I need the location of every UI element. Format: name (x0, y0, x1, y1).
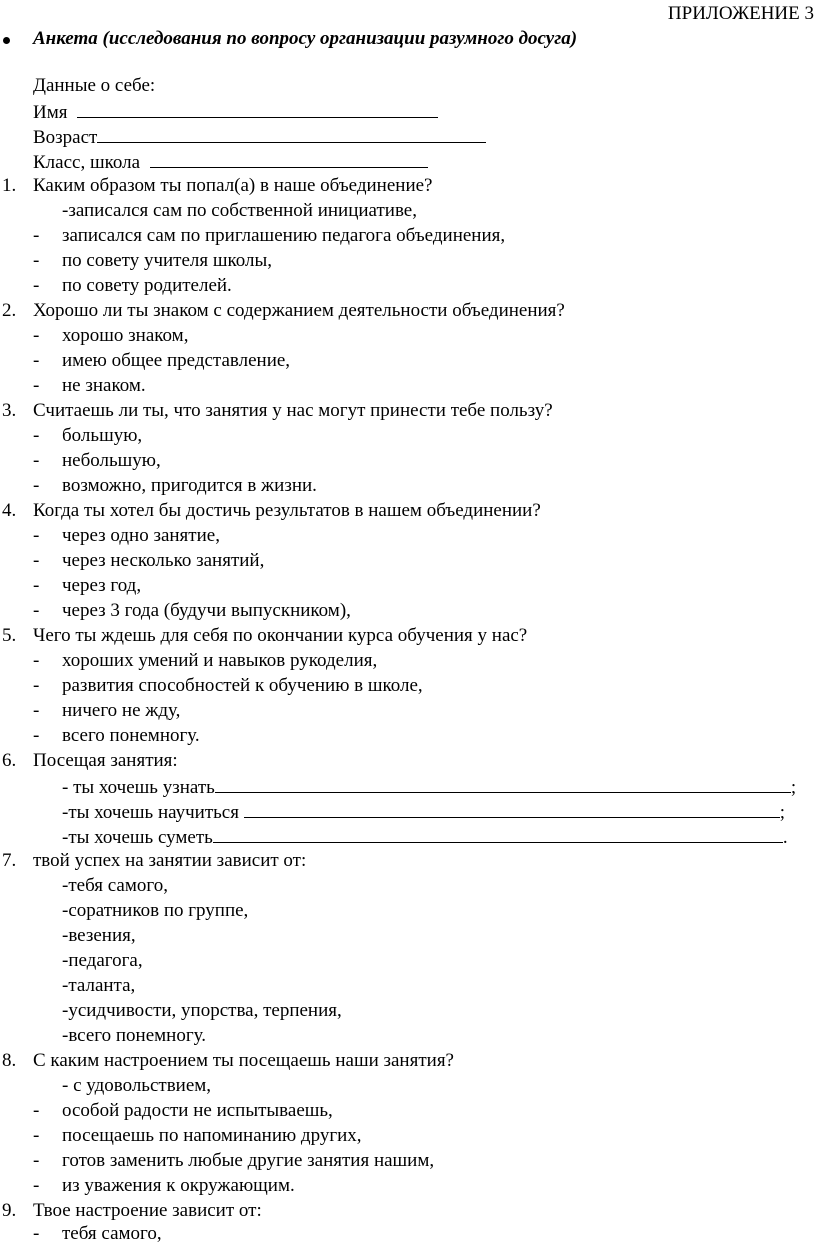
question-1 (0, 174, 800, 198)
option-text: посещаешь по напоминанию других, (62, 1125, 362, 1146)
dash-marker: - (33, 700, 40, 721)
dash-marker: - (33, 600, 40, 621)
question-4 (0, 499, 800, 523)
class-row (33, 149, 428, 173)
dash-marker: - (33, 1175, 40, 1196)
option-text: не знаком. (62, 375, 146, 396)
dash-marker: - (33, 425, 40, 446)
option-line (0, 949, 800, 973)
option-line (0, 349, 800, 373)
dash-marker: - (33, 250, 40, 271)
option-text: -везения, (62, 925, 136, 946)
dash-marker: - (33, 725, 40, 746)
option-line (0, 924, 800, 948)
question-number: 6. (2, 750, 17, 771)
option-text: -всего понемногу. (62, 1025, 206, 1046)
option-line (0, 1124, 800, 1148)
question-number: 3. (2, 400, 17, 421)
name-label: Имя (33, 102, 68, 123)
option-line (0, 1024, 800, 1048)
age-label: Возраст (33, 127, 98, 148)
option-text: тебя самого, (62, 1223, 162, 1244)
option-text: из уважения к окружающим. (62, 1175, 295, 1196)
fill-in-prompt: -ты хочешь суметь (62, 827, 213, 848)
option-text: -усидчивости, упорства, терпения, (62, 1000, 342, 1021)
question-text: Чего ты ждешь для себя по окончании курса обучения у нас? (33, 625, 528, 646)
bullet-icon (3, 37, 10, 44)
option-line (0, 524, 800, 548)
option-text: имею общее представление, (62, 350, 291, 371)
option-text: всего понемногу. (62, 725, 200, 746)
dash-marker: - (33, 1100, 40, 1121)
option-text: хороших умений и навыков рукоделия, (62, 650, 378, 671)
option-line (0, 249, 800, 273)
option-line (0, 474, 800, 498)
option-text: -педагога, (62, 950, 143, 971)
option-text: ничего не жду, (62, 700, 181, 721)
question-6 (0, 749, 800, 773)
option-line (0, 374, 800, 398)
option-line (0, 649, 800, 673)
question-5 (0, 624, 800, 648)
dash-marker: - (33, 575, 40, 596)
dash-marker: - (33, 675, 40, 696)
option-text: -тебя самого, (62, 875, 168, 896)
option-text: записался сам по приглашению педагога объединения, (62, 225, 506, 246)
dash-marker: - (33, 275, 40, 296)
dash-marker: - (33, 325, 40, 346)
dash-marker: - (33, 450, 40, 471)
option-line (0, 599, 800, 623)
option-text: через 3 года (будучи выпускником), (62, 600, 351, 621)
fill-in-blank (213, 824, 783, 843)
dash-marker: - (33, 525, 40, 546)
option-line (0, 424, 800, 448)
line-ending: ; (790, 777, 797, 798)
question-text: Каким образом ты попал(а) в наше объединение? (33, 175, 433, 196)
question-7 (0, 849, 800, 873)
option-text: возможно, пригодится в жизни. (62, 475, 317, 496)
dash-marker: - (33, 225, 40, 246)
option-line (0, 1074, 800, 1098)
option-line (0, 1174, 800, 1198)
question-text: С каким настроением ты посещаешь наши занятия? (33, 1050, 454, 1071)
option-text: через год, (62, 575, 142, 596)
option-line (0, 224, 800, 248)
question-2 (0, 299, 800, 323)
question-number: 9. (2, 1200, 17, 1221)
dash-marker: - (33, 650, 40, 671)
option-text: развития способностей к обучению в школе, (62, 675, 423, 696)
option-line (0, 549, 800, 573)
fill-in-prompt: -ты хочешь научиться (62, 802, 239, 823)
question-text: твой успех на занятии зависит от: (33, 850, 307, 871)
dash-marker: - (33, 475, 40, 496)
option-text: большую, (62, 425, 143, 446)
option-text: по совету учителя школы, (62, 250, 273, 271)
question-number: 8. (2, 1050, 17, 1071)
appendix-label: ПРИЛОЖЕНИЕ 3 (667, 3, 814, 24)
question-number: 2. (2, 300, 17, 321)
question-8 (0, 1049, 800, 1073)
option-line (0, 324, 800, 348)
dash-marker: - (33, 350, 40, 371)
survey-title: Анкета (исследования по вопросу организации разумного досуга) (33, 28, 578, 49)
option-line (0, 699, 800, 723)
option-line (0, 1099, 800, 1123)
option-line (0, 874, 800, 898)
option-text: -записался сам по собственной инициативе, (62, 200, 417, 221)
fill-in-blank (244, 799, 780, 818)
option-text: через несколько занятий, (62, 550, 265, 571)
class-blank (150, 149, 428, 168)
question-text: Считаешь ли ты, что занятия у нас могут принести тебе пользу? (33, 400, 553, 421)
question-number: 5. (2, 625, 17, 646)
option-text: -таланта, (62, 975, 136, 996)
fill-in-prompt: - ты хочешь узнать (62, 777, 215, 798)
option-text: хорошо знаком, (62, 325, 189, 346)
question-text: Посещая занятия: (33, 750, 178, 771)
option-text: особой радости не испытываешь, (62, 1100, 333, 1121)
option-text: по совету родителей. (62, 275, 232, 296)
dash-marker: - (33, 1223, 40, 1244)
option-line (0, 674, 800, 698)
age-row (33, 124, 486, 148)
option-text: -соратников по группе, (62, 900, 249, 921)
question-text: Когда ты хотел бы достичь результатов в нашем объединении? (33, 500, 541, 521)
dash-marker: - (33, 1125, 40, 1146)
option-line (0, 899, 800, 923)
question-9 (0, 1199, 800, 1223)
option-text: - с удовольствием, (62, 1075, 212, 1096)
option-text: готов заменить любые другие занятия нашим, (62, 1150, 435, 1171)
option-line (0, 449, 800, 473)
age-blank (97, 124, 486, 143)
option-line (0, 199, 800, 223)
option-text: небольшую, (62, 450, 161, 471)
question-number: 7. (2, 850, 17, 871)
question-number: 4. (2, 500, 17, 521)
question-number: 1. (2, 175, 17, 196)
question-text: Твое настроение зависит от: (33, 1200, 262, 1221)
dash-marker: - (33, 375, 40, 396)
fill-in-line (62, 774, 796, 798)
question-3 (0, 399, 800, 423)
option-line (0, 1149, 800, 1173)
option-line (0, 974, 800, 998)
option-line (0, 724, 800, 748)
dash-marker: - (33, 550, 40, 571)
option-line (0, 274, 800, 298)
option-text: через одно занятие, (62, 525, 220, 546)
name-row (33, 99, 438, 123)
dash-marker: - (33, 1150, 40, 1171)
class-label: Класс, школа (33, 152, 141, 173)
line-ending: ; (779, 802, 785, 823)
fill-in-line (62, 799, 785, 823)
option-line (0, 999, 800, 1023)
fill-in-line (62, 824, 788, 848)
line-ending: . (782, 827, 788, 848)
fill-in-blank (215, 774, 791, 793)
option-line (0, 574, 800, 598)
about-heading: Данные о себе: (33, 75, 156, 96)
name-blank (77, 99, 438, 118)
option-line (0, 1222, 800, 1246)
question-text: Хорошо ли ты знаком с содержанием деятельности объединения? (33, 300, 565, 321)
